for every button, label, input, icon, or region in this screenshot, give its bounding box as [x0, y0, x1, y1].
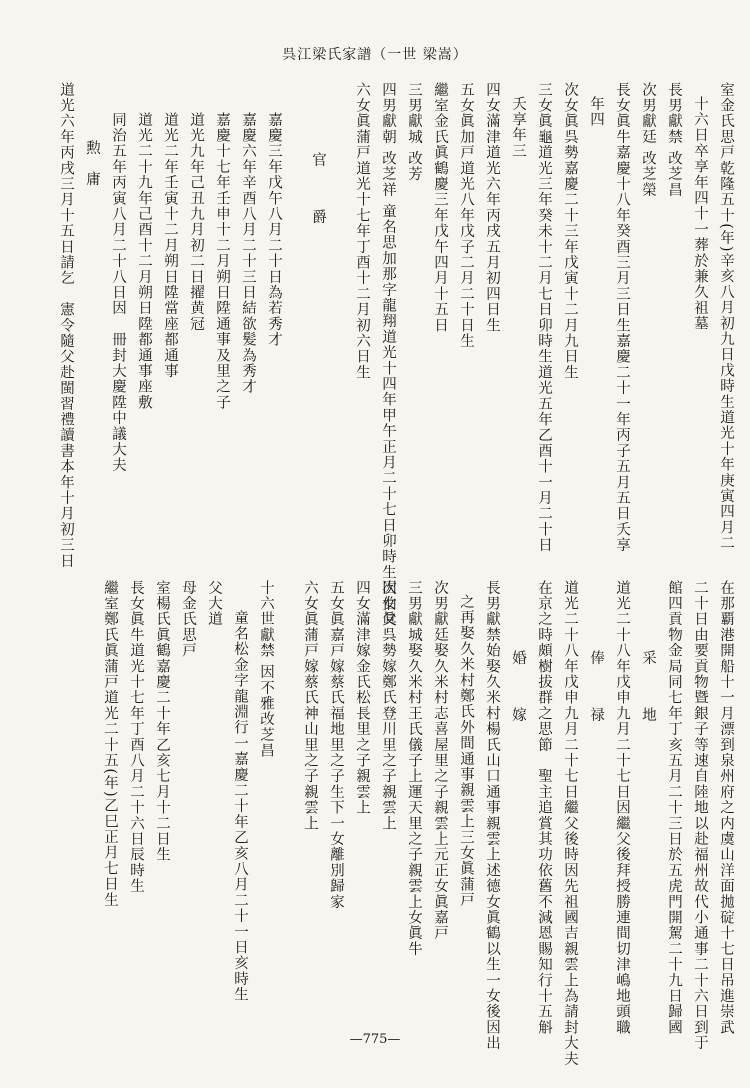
page-header: 呉江梁氏家譜（一世 梁嵩）: [282, 47, 468, 63]
text-column: 館四貢物金局同七年丁亥五月二十三日於五虎門開駕二十九日歸國: [666, 580, 682, 1036]
text-column: 童名松金字龍淵行一嘉慶二十年乙亥八月二十一日亥時生: [232, 610, 248, 1003]
text-column: 道光二年壬寅十二月朔日陞當座都通事: [162, 112, 178, 379]
text-column: 道光九年己丑九月初二日擢黄冠: [188, 112, 204, 332]
text-column: 道光二十八年戊申九月二十七日繼父後時因先祖國吉親雲上為請封大夫: [562, 580, 578, 1067]
text-column: 五女眞加戸道光八年戊子二月二十日生: [458, 82, 474, 349]
text-column: 嘉慶十七年壬申十二月朔日陞通事及里之子: [214, 112, 230, 411]
text-column: 六女眞蒲戸道光十七年丁酉十二月初六日生: [354, 82, 370, 381]
text-column: 夭享年三: [510, 96, 526, 159]
text-column: 嘉慶三年戊午八月二十日為若秀才: [266, 112, 282, 348]
text-column: 繼室金氏眞鶴慶三年戊午四月十五日: [432, 82, 448, 334]
text-column: 采 地: [640, 650, 656, 736]
text-column: 四女滿津嫁金氏松長里之子親雲上: [354, 580, 370, 816]
text-column: 繼室鄭氏眞蒲戸道光二十五(年)乙巳正月七日生: [102, 580, 118, 908]
text-column: 嘉慶六年辛酉八月二十三日結欲髪為秀才: [240, 112, 256, 395]
text-column: 十六世獻禁 因不雅改芝昌: [258, 580, 274, 759]
text-column: 室金氏思戸乾隆五十(年)辛亥八月初九日戊時生道光十年庚寅四月二: [718, 82, 734, 552]
text-column: 婚 嫁: [510, 650, 526, 736]
text-column: 在京之時頗樹拔群之思節 聖主追賞其功依舊不減恩賜知行十五斛: [536, 580, 552, 1036]
text-column: 長男獻禁 改芝昌: [666, 82, 682, 198]
text-column: 三女眞龜道光三年癸未十二月七日卯時生道光五年乙酉十一月二十日: [536, 82, 552, 553]
text-column: 道光二十八年戊申九月二十七日因繼父後拜授勝連間切津嶋地頭職: [614, 580, 630, 1036]
text-column: 三男獻城 改芳: [406, 82, 422, 183]
text-column: 十六日卒享年四十一葬於兼久祖墓: [692, 96, 708, 332]
text-column: 室楊氏眞鶴嘉慶二十年乙亥七月十二日生: [154, 580, 170, 863]
text-column: 二十日由要貢物暨銀子等速自陸地以赴福州故代小通事二十六日到于: [692, 580, 708, 1051]
page-number: —775—: [349, 1032, 401, 1047]
text-column: 四男獻朝 改芝祥 童名思加那字龍翔道光十四年甲午正月二十七日卯時生因伯父: [380, 82, 396, 628]
text-column: 次女眞呉勢嫁鄭氏登川里之子親雲上: [380, 580, 396, 832]
text-column: 同治五年丙寅八月二十八日因 冊封大慶陞中議大夫: [110, 112, 126, 474]
text-column: 父大道: [206, 580, 222, 628]
text-column: 母金氏思戸: [180, 580, 196, 659]
text-column: 四女滿津道光六年丙戌五月初四日生: [484, 82, 500, 334]
text-column: 次男獻廷娶久米村志喜屋里之子親雲上元正女眞嘉戸: [432, 580, 448, 942]
text-column: 長女眞牛嘉慶十八年癸酉三月三日生嘉慶二十一年丙子五月五日夭享: [614, 82, 630, 553]
text-column: 俸 禄: [588, 650, 604, 736]
text-column: 次女眞呉勢嘉慶二十三年戊寅十二月九日生: [562, 82, 578, 381]
text-column: 長男獻禁始娶久米村楊氏山口通事親雲上述德女眞鶴以生一女後因出: [484, 580, 500, 1051]
text-column: 道光二十九年己酉十二月朔日陞都通事座敷: [136, 112, 152, 411]
text-column: 六女眞蒲戸嫁蔡氏神山里之子親雲上: [302, 580, 318, 832]
text-column: 勲 庸: [84, 140, 100, 188]
text-column: 官 爵: [310, 152, 326, 238]
text-column: 長女眞牛道光十七年丁酉八月二十六日辰時生: [128, 580, 144, 894]
text-column: 在那覇港開船十一月漂到泉州府之内虞山洋面拋碇十七日吊進崇武: [718, 580, 734, 1036]
text-column: 道光六年丙戌三月十五日請乞 憲令隨父赴閩習禮讀書本年十月初三日: [58, 82, 74, 569]
text-column: 之再娶久米村鄭氏外間通事親雲上三女眞蒲戸: [458, 594, 474, 908]
text-column: 年四: [588, 96, 604, 128]
text-column: 次男獻廷 改芝榮: [640, 82, 656, 198]
text-column: 五女眞嘉戸嫁蔡氏福地里之子生下一女離別歸家: [328, 580, 344, 910]
text-column: 三男獻城娶久米村王氏儀子上運天里之子親雲上女眞牛: [406, 580, 422, 957]
